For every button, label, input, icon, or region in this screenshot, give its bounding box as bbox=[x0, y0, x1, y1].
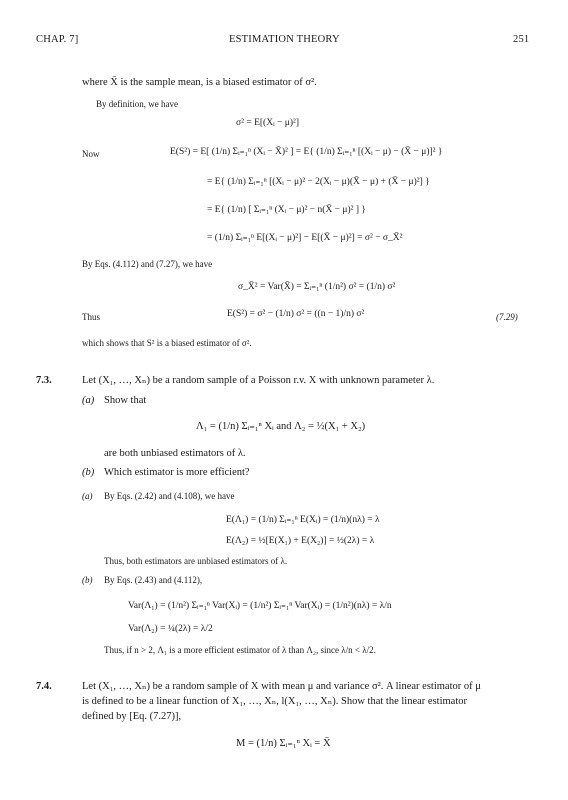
intro-line: where X̄ is the sample mean, is a biased estimator of σ². bbox=[82, 77, 317, 88]
now-label: Now bbox=[82, 149, 100, 159]
equation-var-lambda1: Var(Λ₁) = (1/n²) Σᵢ₌₁ⁿ Var(Xᵢ) = (1/n²) Σᵢ₌₁ⁿ Var(Xᵢ) = (1/n²)(nλ) = λ/n bbox=[128, 601, 392, 611]
problem-7-4-line1: Let (X₁, …, Xₙ) be a random sample of X with mean μ and variance σ². A linear estimator of μ bbox=[82, 681, 481, 692]
problem-number-7-3: 7.3. bbox=[36, 375, 52, 386]
thus-label: Thus bbox=[82, 312, 100, 322]
equation-es2-line3: = E{ (1/n) [ Σᵢ₌₁ⁿ (Xᵢ − μ)² − n(X̄ − μ)² ] } bbox=[207, 205, 366, 215]
solution-a-text: By Eqs. (2.42) and (4.108), we have bbox=[104, 491, 235, 501]
solution-a-label: (a) bbox=[82, 491, 93, 501]
solution-a-conclusion: Thus, both estimators are unbiased estimators of λ. bbox=[104, 556, 288, 566]
by-eqs-text: By Eqs. (4.112) and (7.27), we have bbox=[82, 259, 213, 269]
problem-number-7-4: 7.4. bbox=[36, 681, 52, 692]
equation-e-lambda2: E(Λ₂) = ½[E(X₁) + E(X₂)] = ½(2λ) = λ bbox=[226, 536, 375, 546]
unbiased-text: are both unbiased estimators of λ. bbox=[104, 448, 246, 459]
equation-estimators: Λ₁ = (1/n) Σᵢ₌₁ⁿ Xᵢ and Λ₂ = ½(X₁ + X₂) bbox=[196, 421, 366, 432]
equation-es2-line1: E(S²) = E[ (1/n) Σᵢ₌₁ⁿ (Xᵢ − X̄)² ] = E{ (1/n) Σᵢ₌₁ⁿ [(Xᵢ − μ) − (X̄ − μ)]² } bbox=[170, 147, 443, 157]
part-a-label: (a) bbox=[82, 395, 95, 406]
equation-e-lambda1: E(Λ₁) = (1/n) Σᵢ₌₁ⁿ E(Xᵢ) = (1/n)(nλ) = λ bbox=[226, 515, 380, 525]
equation-es2-line4: = (1/n) Σᵢ₌₁ⁿ E[(Xᵢ − μ)²] − E[(X̄ − μ)²] = σ² − σ_X̄² bbox=[207, 233, 403, 243]
equation-number-729: (7.29) bbox=[496, 312, 518, 322]
problem-7-3-statement: Let (X₁, …, Xₙ) be a random sample of a Poisson r.v. X with unknown parameter λ. bbox=[82, 375, 435, 386]
equation-sigma-def: σ² = E[(Xᵢ − μ)²] bbox=[236, 118, 299, 128]
problem-7-4-line2: is defined to be a linear function of X₁, …, Xₙ, l(X₁, …, Xₙ). Show that the linear estimator bbox=[82, 696, 467, 707]
equation-linear-estimator: M = (1/n) Σᵢ₌₁ⁿ Xᵢ = X̄ bbox=[236, 738, 331, 749]
by-definition-text: By definition, we have bbox=[96, 99, 178, 109]
solution-b-text: By Eqs. (2.43) and (4.112), bbox=[104, 575, 203, 585]
equation-var-lambda2: Var(Λ₂) = ¼(2λ) = λ/2 bbox=[128, 624, 213, 634]
chapter-label: CHAP. 7] bbox=[36, 34, 79, 45]
biased-conclusion: which shows that S² is a biased estimator of σ². bbox=[82, 338, 252, 348]
part-a-text: Show that bbox=[104, 395, 147, 406]
equation-es2-line2: = E{ (1/n) Σᵢ₌₁ⁿ [(Xᵢ − μ)² − 2(Xᵢ − μ)(X̄ − μ) + (X̄ − μ)²] } bbox=[207, 177, 430, 187]
running-title: ESTIMATION THEORY bbox=[229, 34, 340, 45]
solution-b-conclusion: Thus, if n > 2, Λ₁ is a more efficient estimator of λ than Λ₂, since λ/n < λ/2. bbox=[104, 645, 376, 655]
equation-var-xbar: σ_X̄² = Var(X̄) = Σᵢ₌₁ⁿ (1/n²) σ² = (1/n) σ² bbox=[238, 282, 396, 292]
page-number: 251 bbox=[513, 34, 530, 45]
part-b-label: (b) bbox=[82, 467, 95, 478]
equation-es2-result: E(S²) = σ² − (1/n) σ² = ((n − 1)/n) σ² bbox=[227, 309, 365, 319]
part-b-text: Which estimator is more efficient? bbox=[104, 467, 250, 478]
problem-7-4-line3: defined by [Eq. (7.27)], bbox=[82, 711, 182, 722]
solution-b-label: (b) bbox=[82, 575, 93, 585]
